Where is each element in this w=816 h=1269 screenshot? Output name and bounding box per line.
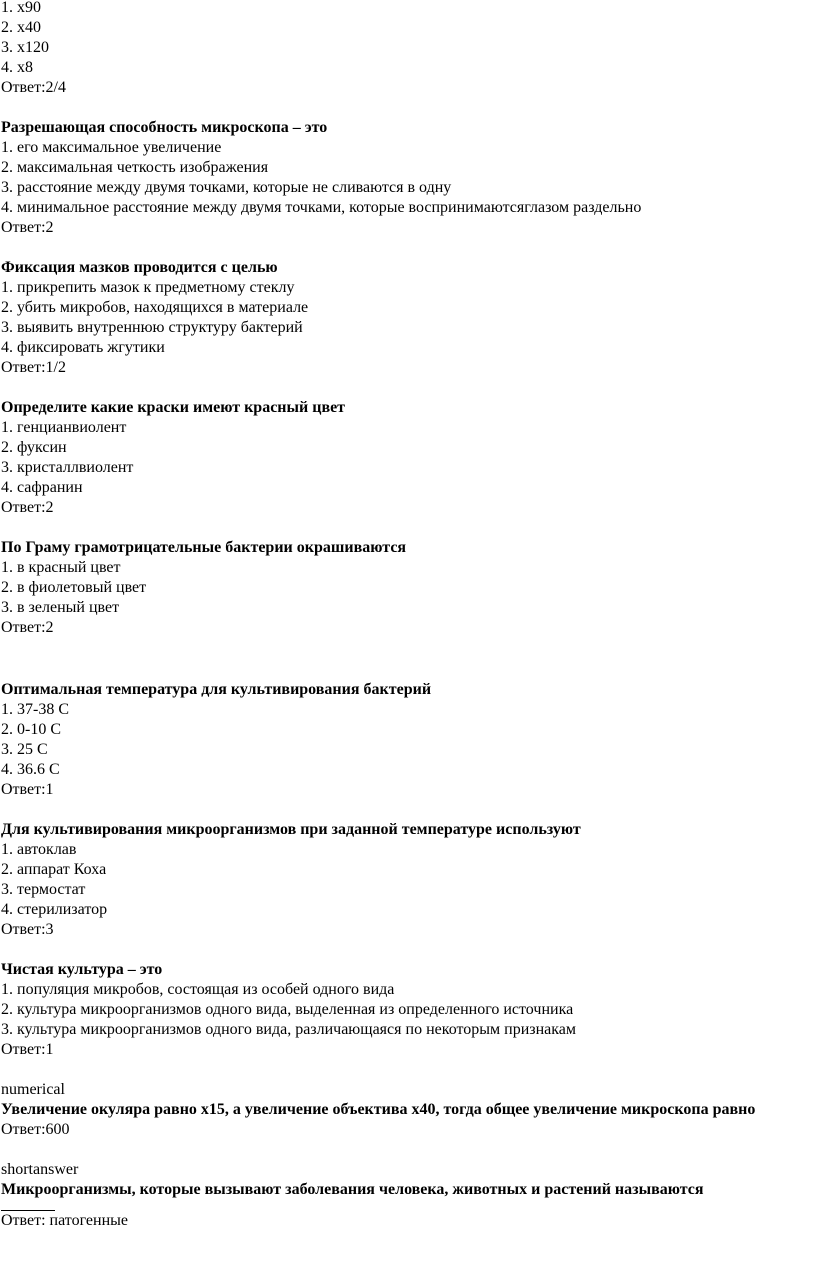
option: 2. аппарат Коха xyxy=(1,861,107,878)
option: 2. в фиолетовый цвет xyxy=(1,579,147,596)
question-text: Чистая культура – это xyxy=(1,961,163,978)
question-block-9 xyxy=(0,1160,816,1231)
option: 3. 25 С xyxy=(1,741,48,758)
option: 4. x8 xyxy=(1,59,33,76)
option: 2. 0-10 С xyxy=(1,721,61,738)
option: 4. минимальное расстояние между двумя точками, которые воспринимаютсяглазом раздельно xyxy=(1,199,642,216)
answer: Ответ:2/4 xyxy=(1,79,66,96)
option: 1. в красный цвет xyxy=(1,559,121,576)
option: 3. в зеленый цвет xyxy=(1,599,120,616)
question-text: Микроорганизмы, которые вызывают заболевания человека, животных и растений называются xyxy=(1,1181,704,1198)
option: 3. расстояние между двумя точками, которые не сливаются в одну xyxy=(1,179,452,196)
answer: Ответ:3 xyxy=(1,921,54,938)
answer-blank-line xyxy=(1,1200,55,1211)
option: 2. фуксин xyxy=(1,439,67,456)
question-block-2 xyxy=(0,258,816,378)
option: 1. популяция микробов, состоящая из особей одного вида xyxy=(1,981,395,998)
option: 3. выявить внутреннюю структуру бактерий xyxy=(1,319,303,336)
answer: Ответ:1 xyxy=(1,1041,54,1058)
question-block-8 xyxy=(0,1080,816,1140)
option: 3. кристаллвиолент xyxy=(1,459,134,476)
question-text: Определите какие краски имеют красный цвет xyxy=(1,399,346,416)
answer: Ответ:2 xyxy=(1,219,54,236)
question-text: Увеличение окуляра равно х15, а увеличение объектива х40, тогда общее увеличение микроскопа равно xyxy=(1,1101,756,1118)
option: 1. генцианвиолент xyxy=(1,419,127,436)
question-type: numerical xyxy=(1,1081,65,1098)
question-type: shortanswer xyxy=(1,1161,79,1178)
option: 4. 36.6 С xyxy=(1,761,60,778)
answer: Ответ:2 xyxy=(1,499,54,516)
option: 1. автоклав xyxy=(1,841,77,858)
question-block-5 xyxy=(0,680,816,800)
answer: Ответ: патогенные xyxy=(1,1212,129,1229)
question-text: Оптимальная температура для культивирования бактерий xyxy=(1,681,432,698)
option: 4. сафранин xyxy=(1,479,83,496)
option: 1. прикрепить мазок к предметному стеклу xyxy=(1,279,295,296)
option: 2. максимальная четкость изображения xyxy=(1,159,269,176)
question-block-7 xyxy=(0,960,816,1060)
option: 2. убить микробов, находящихся в материале xyxy=(1,299,309,316)
answer: Ответ:1/2 xyxy=(1,359,66,376)
option: 1. x90 xyxy=(1,0,41,16)
option: 2. культура микроорганизмов одного вида, выделенная из определенного источника xyxy=(1,1001,574,1018)
question-block-4 xyxy=(0,538,816,638)
question-text: По Граму грамотрицательные бактерии окрашиваются xyxy=(1,539,407,556)
option: 1. 37-38 С xyxy=(1,701,69,718)
answer: Ответ:2 xyxy=(1,619,54,636)
option: 1. его максимальное увеличение xyxy=(1,139,222,156)
question-text: Для культивирования микроорганизмов при заданной температуре используют xyxy=(1,821,581,838)
option: 3. культура микроорганизмов одного вида, различающаяся по некоторым признакам xyxy=(1,1021,576,1038)
question-text: Разрешающая способность микроскопа – это xyxy=(1,119,328,136)
question-block-0 xyxy=(0,0,816,98)
question-block-1 xyxy=(0,118,816,238)
question-text: Фиксация мазков проводится с целью xyxy=(1,259,278,276)
option: 4. фиксировать жгутики xyxy=(1,339,165,356)
question-block-3 xyxy=(0,398,816,518)
answer: Ответ:1 xyxy=(1,781,54,798)
option: 3. x120 xyxy=(1,39,49,56)
answer: Ответ:600 xyxy=(1,1121,70,1138)
question-block-6 xyxy=(0,820,816,940)
option: 4. стерилизатор xyxy=(1,901,108,918)
option: 2. x40 xyxy=(1,19,41,36)
option: 3. термостат xyxy=(1,881,86,898)
